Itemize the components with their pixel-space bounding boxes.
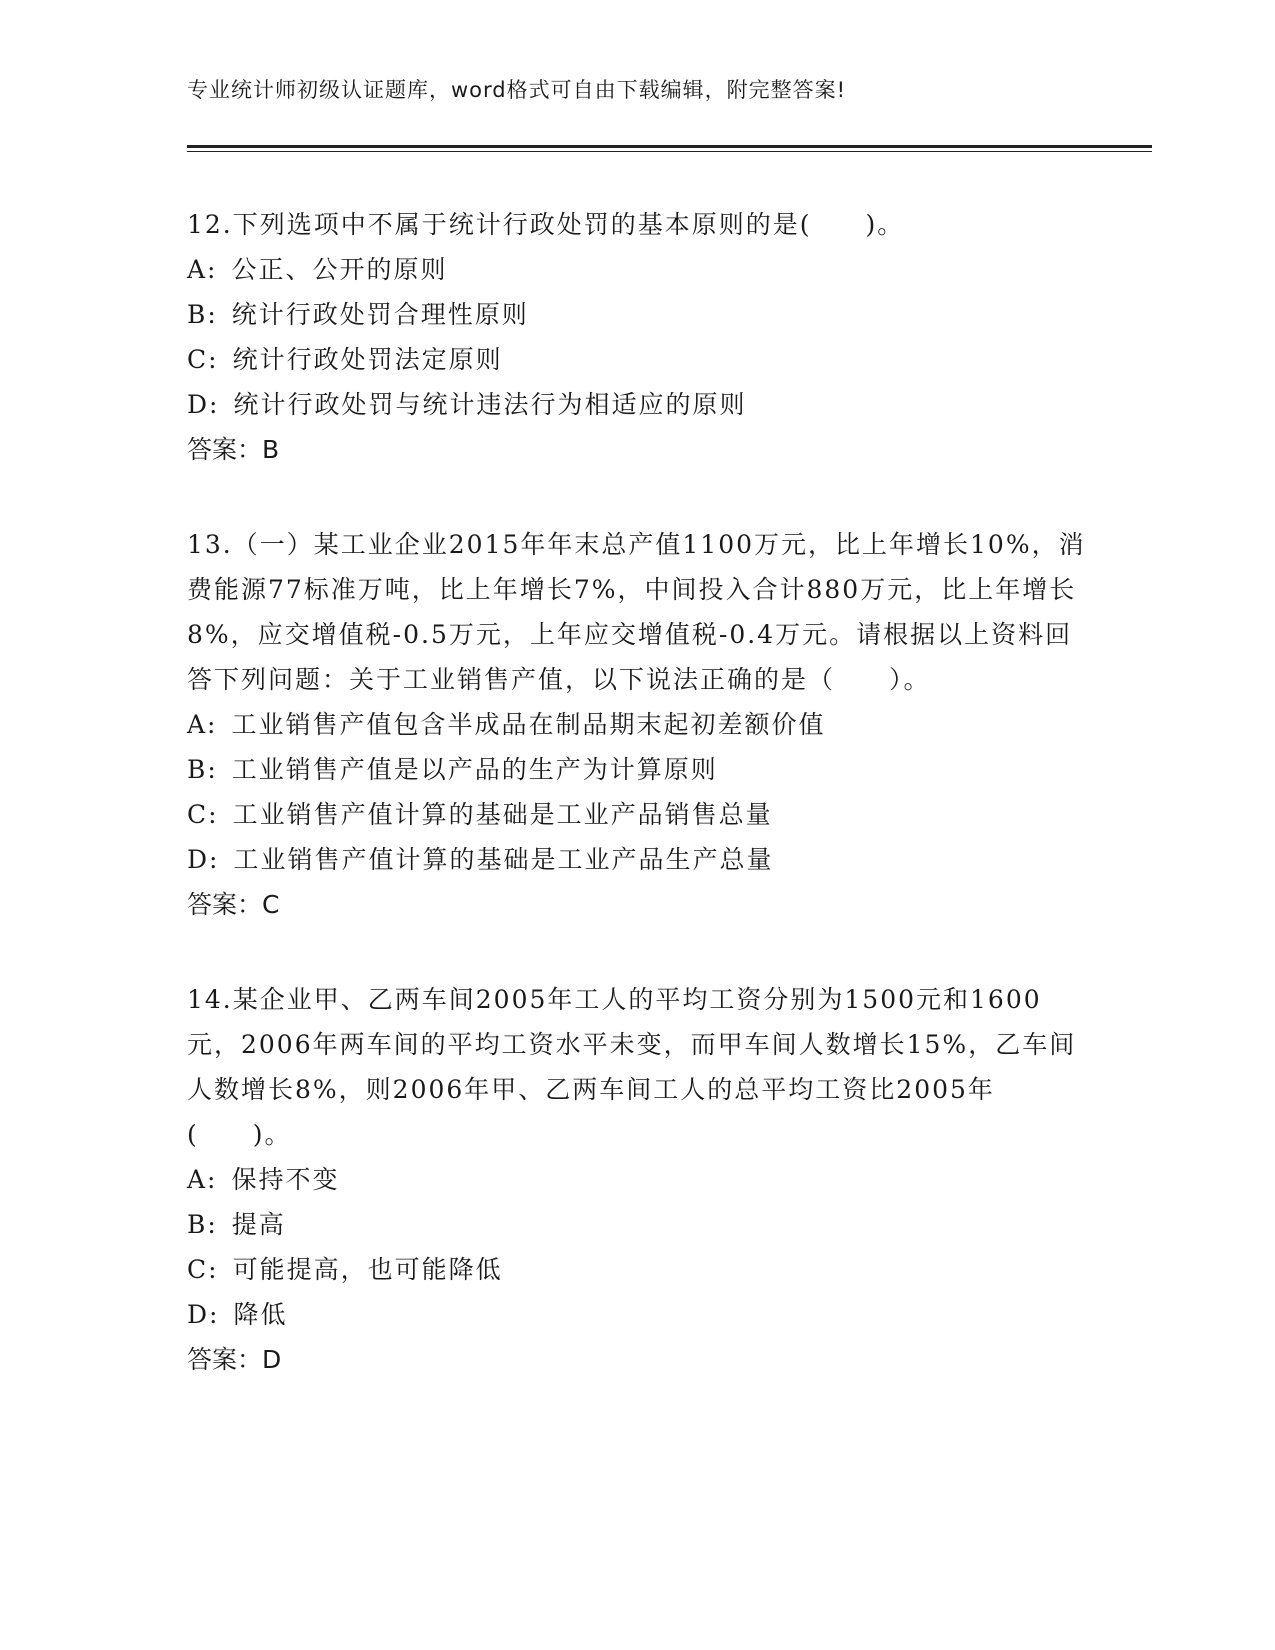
- question-stem: 13.（一）某工业企业2015年年末总产值1100万元，比上年增长10%，消费能源77标准万吨，比上年增长7%，中间投入合计880万元，比上年增长8%，应交增值税-0.5万元，上年应交增值税-0.4万元。请根据以上资料回答下列问题：关于工业销售产值，以下说法正确的是（ ）。: [187, 530, 1086, 694]
- option-text: 统计行政处罚合理性原则: [231, 300, 529, 329]
- option-d: [187, 837, 1087, 882]
- answer-line: 答案：C: [187, 890, 280, 919]
- question-14: [187, 977, 1087, 1382]
- option-c: [187, 1247, 1087, 1292]
- option-b: [187, 1202, 1087, 1247]
- option-d: [187, 1292, 1087, 1337]
- option-text: 保持不变: [231, 1165, 340, 1194]
- option-a: [187, 1157, 1087, 1202]
- option-b: [187, 292, 1087, 337]
- option-a: [187, 702, 1087, 747]
- option-text: 可能提高，也可能降低: [232, 1255, 503, 1284]
- question-stem: 12.下列选项中不属于统计行政处罚的基本原则的是( )。: [187, 210, 905, 239]
- answer-line: 答案：D: [187, 1345, 282, 1374]
- option-b: [187, 747, 1087, 792]
- page-header: 专业统计师初级认证题库，word格式可自由下载编辑，附完整答案!: [187, 78, 847, 102]
- option-c: [187, 337, 1087, 382]
- header-divider-thick: [187, 145, 1152, 148]
- option-text: 公正、公开的原则: [231, 255, 448, 284]
- option-key: D:: [187, 1300, 220, 1329]
- question-stem: 14.某企业甲、乙两车间2005年工人的平均工资分别为1500元和1600元，2006年两车间的平均工资水平未变，而甲车间人数增长15%，乙车间人数增长8%，则2006年甲、乙两车间工人的总平均工资比2005年( )。: [187, 985, 1077, 1149]
- option-text: 统计行政处罚与统计违法行为相适应的原则: [233, 390, 747, 419]
- option-key: C:: [187, 800, 219, 829]
- option-c: [187, 792, 1087, 837]
- answer-line: 答案：B: [187, 435, 280, 464]
- option-d: [187, 382, 1087, 427]
- option-key: C:: [187, 345, 219, 374]
- question-12: [187, 202, 1087, 472]
- question-13: [187, 522, 1087, 927]
- option-text: 工业销售产值计算的基础是工业产品销售总量: [232, 800, 773, 829]
- header-divider-thin: [187, 151, 1152, 152]
- option-key: A:: [187, 255, 218, 284]
- option-key: A:: [187, 1165, 218, 1194]
- option-text: 提高: [231, 1210, 286, 1239]
- option-key: C:: [187, 1255, 219, 1284]
- option-text: 工业销售产值计算的基础是工业产品生产总量: [233, 845, 774, 874]
- option-key: D:: [187, 390, 220, 419]
- option-key: B:: [187, 300, 218, 329]
- option-key: D:: [187, 845, 220, 874]
- question-list: [187, 202, 1087, 1432]
- option-key: B:: [187, 755, 218, 784]
- option-a: [187, 247, 1087, 292]
- option-text: 工业销售产值是以产品的生产为计算原则: [231, 755, 718, 784]
- option-key: A:: [187, 710, 218, 739]
- option-text: 降低: [233, 1300, 288, 1329]
- option-key: B:: [187, 1210, 218, 1239]
- option-text: 统计行政处罚法定原则: [232, 345, 503, 374]
- option-text: 工业销售产值包含半成品在制品期末起初差额价值: [231, 710, 826, 739]
